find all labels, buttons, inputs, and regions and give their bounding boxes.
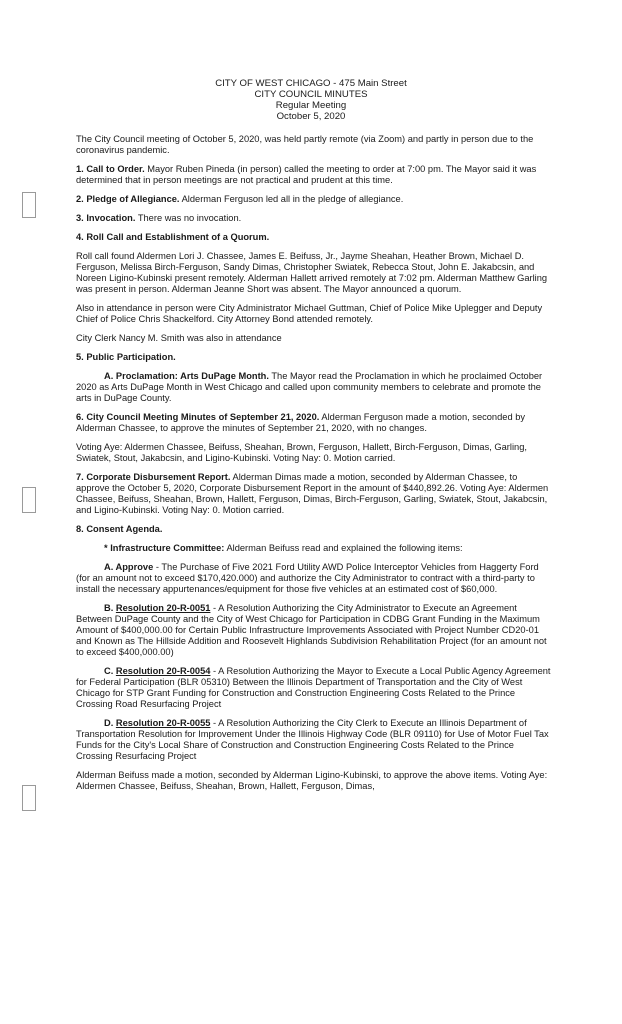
item-title: A. Approve: [104, 562, 154, 572]
committee-text: Alderman Beifuss read and explained the following items:: [224, 543, 463, 553]
item-text: - The Purchase of Five 2021 Ford Utility AWD Police Interceptor Vehicles from Haggerty Ford (for an amount not to exceed $170,420.000) and authorize the City Administrator to contract with a third-party to install the necessary appurtenances/equipment for those five vehicles at an estimated cost of $60,000.: [76, 562, 539, 594]
section-disbursement: [76, 472, 551, 516]
margin-punch-mark: [22, 785, 36, 811]
proclamation-paragraph: [76, 371, 551, 404]
committee-paragraph: [76, 543, 551, 554]
item-text: The Mayor read the Proclamation in which he proclaimed October 2020 as Arts DuPage Month in West Chicago and called upon community members to celebrate and promote the arts in DuPage County.: [76, 371, 543, 403]
section-text: Alderman Dimas made a motion, seconded by Alderman Chassee, to approve the October 5, 2020, Corporate Disbursement Report in the amount of $440,892.26. Voting Aye: Aldermen Chassee, Beifuss, Sheahan, Brown, Hallett, Ferguson, Dimas, Birch-Ferguson, Garling, Swiatek, Stout, Jakabcsin, and Ligino-Kubinski. Voting Nay: 0. Motion carried.: [76, 472, 549, 515]
intro-paragraph: The City Council meeting of October 5, 2020, was held partly remote (via Zoom) and partly in person due to the coronavirus pandemic.: [76, 134, 534, 155]
section-text: Mayor Ruben Pineda (in person) called the meeting to order at 7:00 pm. The Mayor said it was determined that in person meetings are not practical and prudent at this time.: [76, 164, 537, 185]
section-text: There was no invocation.: [135, 213, 242, 223]
section-text: Alderman Ferguson led all in the pledge of allegiance.: [179, 194, 404, 204]
section-title: 6. City Council Meeting Minutes of September 21, 2020.: [76, 412, 320, 422]
consent-motion-paragraph: Alderman Beifuss made a motion, seconded by Alderman Ligino-Kubinski, to approve the above items. Voting Aye: Aldermen Chassee, Beifuss, Sheahan, Brown, Hallett, Ferguson, Dimas,: [76, 770, 548, 791]
attendance-paragraph: Also in attendance in person were City Administrator Michael Guttman, Chief of Police Mike Uplegger and Deputy Chief of Police Chris Shackelford. City Attorney Bond attended remotely.: [76, 303, 543, 324]
item-letter: B.: [104, 603, 116, 613]
section-title: 7. Corporate Disbursement Report.: [76, 472, 231, 482]
section-minutes-approval: [76, 412, 551, 434]
margin-punch-mark: [22, 192, 36, 218]
item-text: - A Resolution Authorizing the City Administrator to Execute an Agreement Between DuPage County and the City of West Chicago for Participation in CDBG Grant Funding in the Maximum Amount of $400,000.00 for Certain Public Infrastructure Improvements Associated with Project Number CD20-01 and Known as The Hillside Addition and Roosevelt Highlands Subdivision Rehabilitation Project (for an amount not to exceed $400,000.00): [76, 603, 547, 657]
clerk-paragraph: City Clerk Nancy M. Smith was also in attendance: [76, 333, 282, 343]
section-public-participation-title: 5. Public Participation.: [76, 352, 176, 362]
consent-item-c: [76, 666, 551, 710]
section-title: 2. Pledge of Allegiance.: [76, 194, 180, 204]
consent-item-b: [76, 603, 551, 658]
item-letter: D.: [104, 718, 116, 728]
header-meeting-type: Regular Meeting: [275, 100, 347, 111]
item-text: - A Resolution Authorizing the Mayor to Execute a Local Public Agency Agreement for Federal Participation (BLR 05310) Between the Illinois Department of Transportation and the City of West Chicago for STP Grant Funding for Construction and Construction Engineering Costs Related to the Prince Crossing Road Resurfacing Project: [76, 666, 551, 709]
document-header: [0, 78, 622, 122]
section-title: 1. Call to Order.: [76, 164, 145, 174]
section-call-to-order: [76, 164, 551, 186]
margin-punch-mark: [22, 487, 36, 513]
section-invocation: [76, 213, 551, 224]
section-consent-agenda-title: 8. Consent Agenda.: [76, 524, 163, 534]
section-text: Alderman Ferguson made a motion, seconded by Alderman Chassee, to approve the minutes of September 21, 2020, with no changes.: [76, 412, 526, 433]
minutes-body: [76, 134, 551, 800]
consent-item-d: [76, 718, 551, 762]
item-letter: C.: [104, 666, 116, 676]
vote-paragraph: Voting Aye: Aldermen Chassee, Beifuss, Sheahan, Brown, Ferguson, Hallett, Birch-Ferguson, Dimas, Garling, Swiatek, Stout, Jakabcsin, and Ligino-Kubinski. Voting Nay: 0. Motion carried.: [76, 442, 527, 463]
resolution-number: Resolution 20-R-0051: [115, 603, 211, 613]
item-text: - A Resolution Authorizing the City Clerk to Execute an Illinois Department of Transportation Resolution for Improvement Under the Illinois Highway Code (BLR 09110) for Use of Motor Fuel Tax Funds for the City's Local Share of Construction and Construction Engineering Costs Related to the Prince Crossing Resurfacing Project: [76, 718, 549, 761]
section-roll-call-title: 4. Roll Call and Establishment of a Quorum.: [76, 232, 270, 242]
item-title: A. Proclamation: Arts DuPage Month.: [104, 371, 269, 381]
roll-call-paragraph: Roll call found Aldermen Lori J. Chassee, James E. Beifuss, Jr., Jayme Sheahan, Heather Brown, Michael D. Ferguson, Melissa Birch-Ferguson, Sandy Dimas, Christopher Swiatek, Rebecca Stout, John E. Jakabcsin, and Noreen Ligino-Kubinski present remotely. Alderman Hallett arrived remotely at 7:02 pm. Alderman Matthew Garling was present in person. Alderman Jeanne Short was absent. The Mayor announced a quorum.: [76, 251, 548, 294]
section-title: 3. Invocation.: [76, 213, 136, 223]
section-pledge: [76, 194, 551, 205]
committee-title: * Infrastructure Committee:: [104, 543, 225, 553]
header-title: CITY COUNCIL MINUTES: [254, 89, 368, 100]
consent-item-a: [76, 562, 551, 595]
header-city-address: CITY OF WEST CHICAGO - 475 Main Street: [215, 78, 407, 89]
resolution-number: Resolution 20-R-0055: [115, 718, 211, 728]
resolution-number: Resolution 20-R-0054: [115, 666, 211, 676]
header-date: October 5, 2020: [276, 111, 346, 122]
